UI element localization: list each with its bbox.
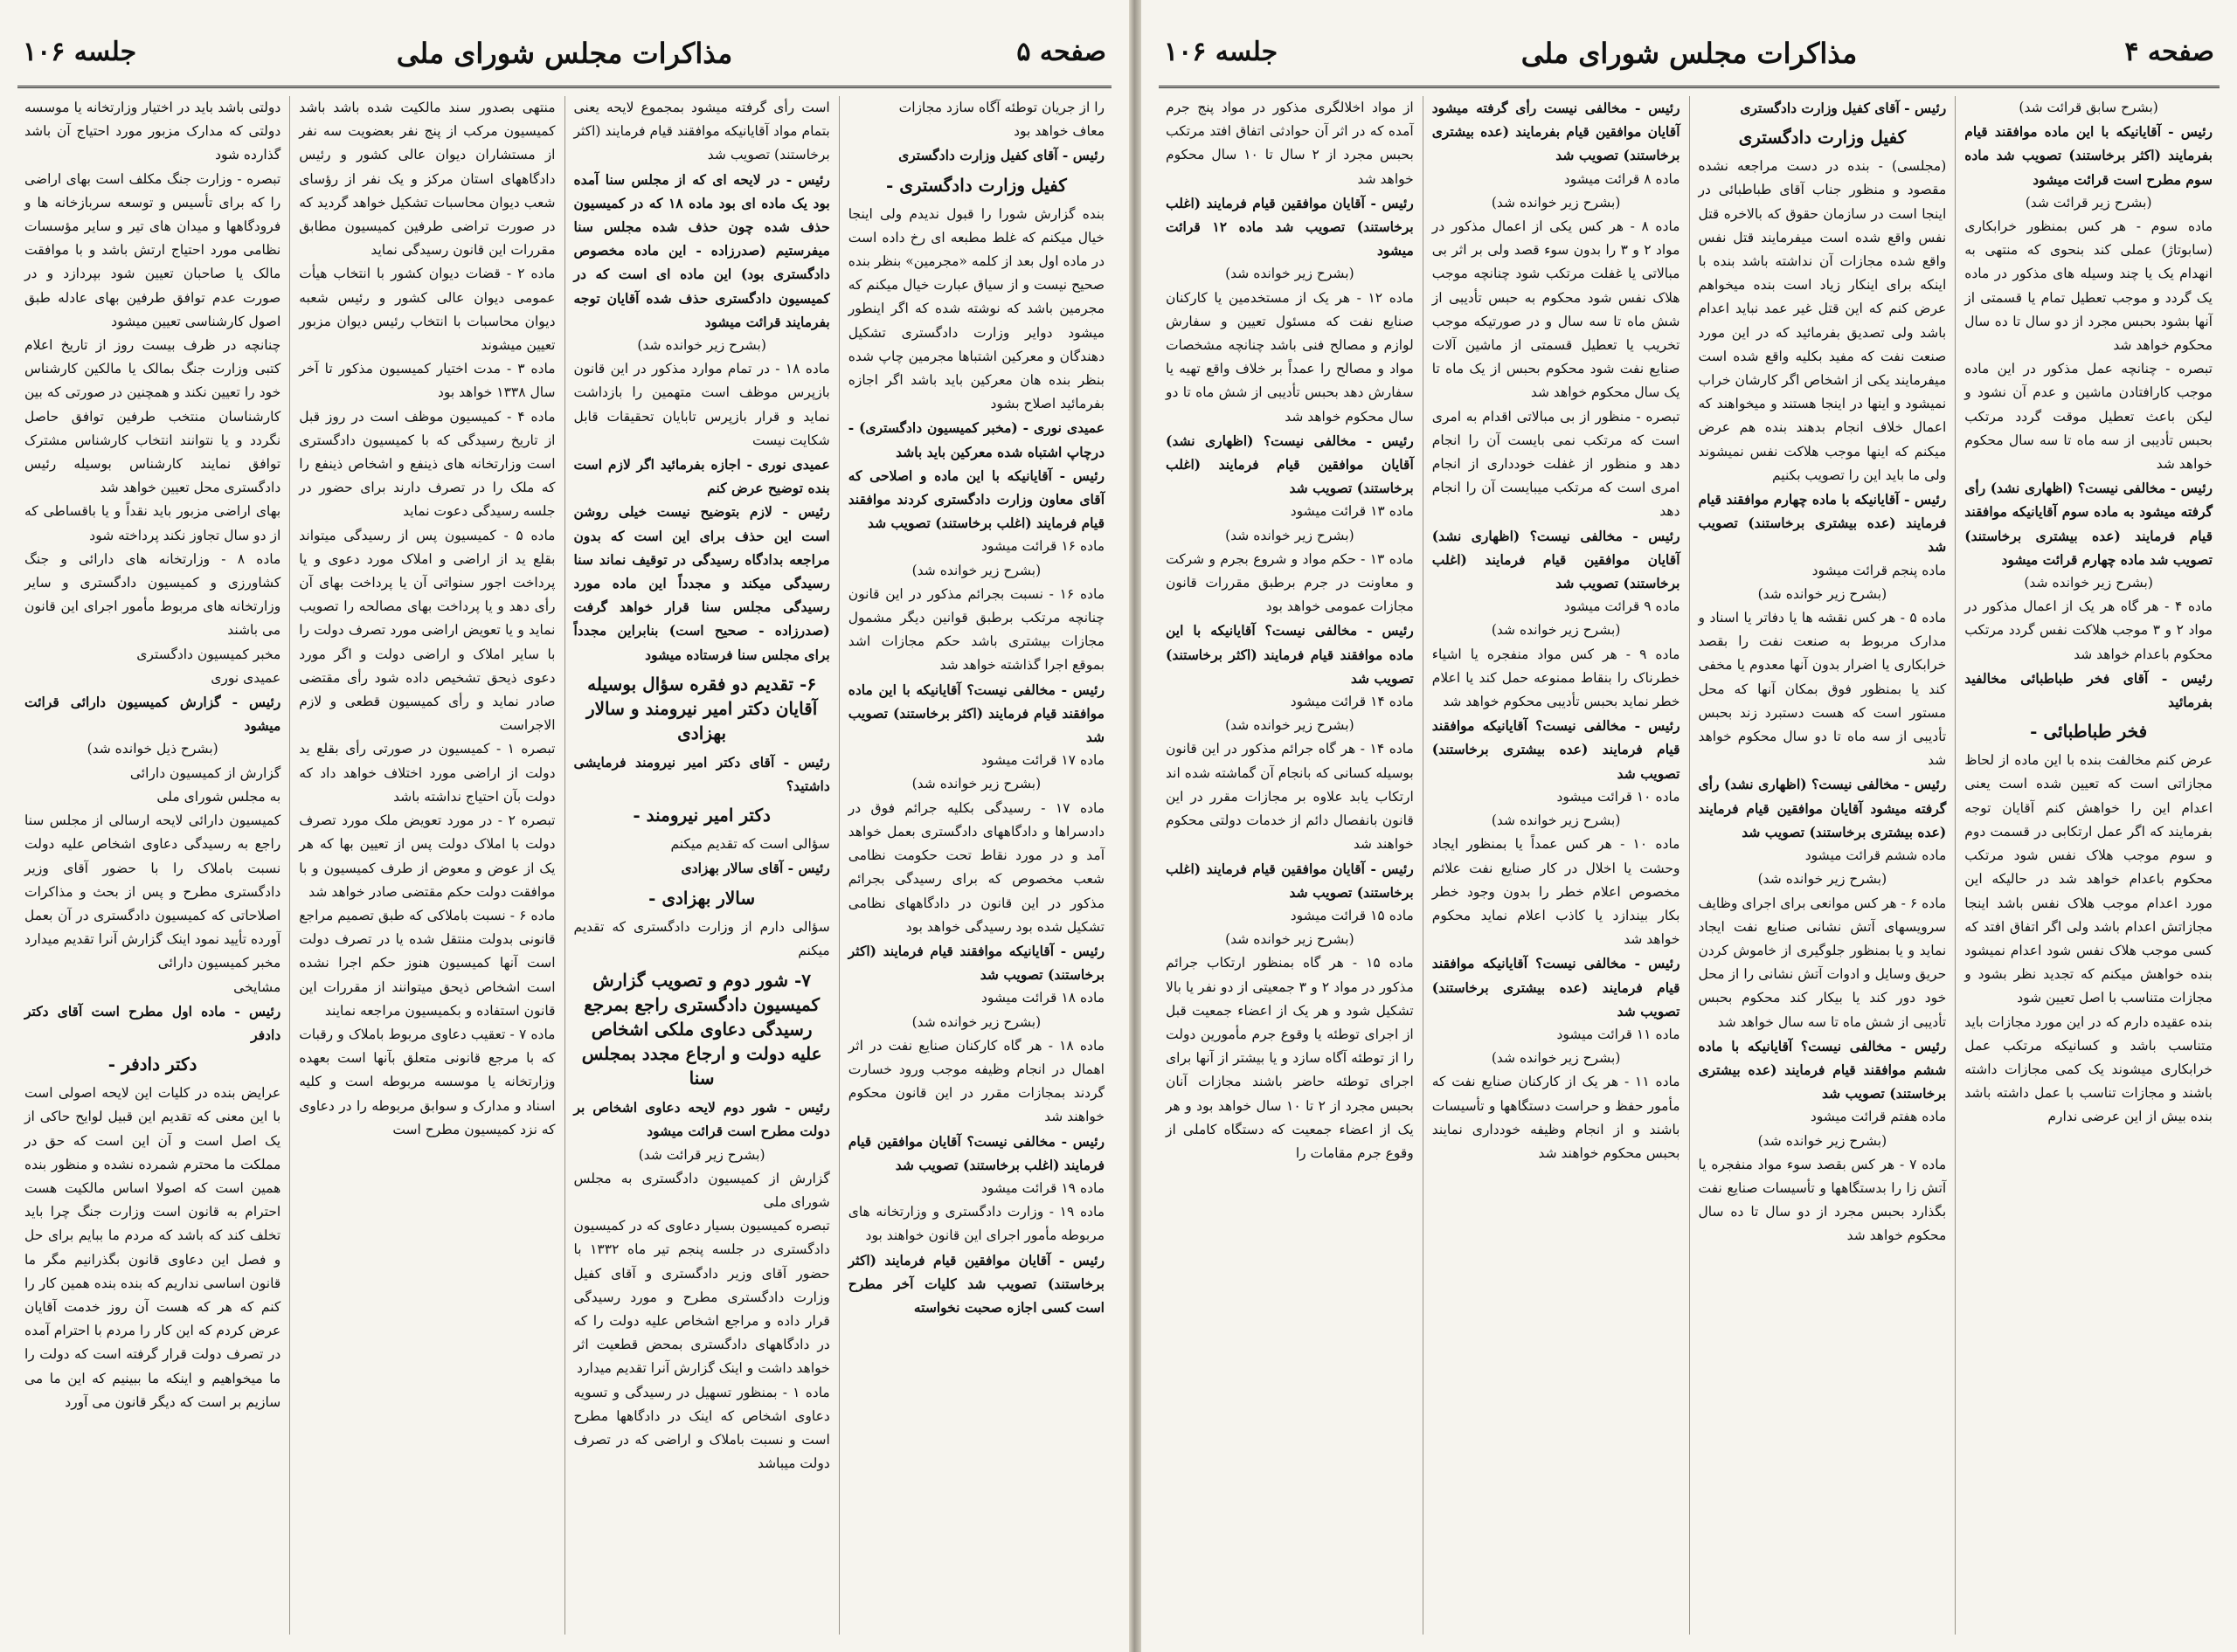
- reading-note: (بشرح سابق قرائت شد): [2019, 100, 2158, 115]
- reading-note: (بشرح زیر خوانده شد): [1491, 194, 1621, 211]
- reading-note: (بشرح زیر خوانده شد): [1491, 622, 1621, 639]
- paragraph: بنده گزارش شورا را قبول ندیدم ولی اینجا خیال میکنم که غلط مطبعه ای رخ داده است در ماده اول بعد از کلمه «مجرمین» بنظر بنده صحیح نیست و از سیاق عبارت خیال میکنم که مجرمین باشد که نوشته شده که اگر اینطور میشود دوایر وزارت دادگستری تشکیل دهندگان و معرکین اشتباها مجرمین چاپ شده بنظر بنده هان معرکین باید باشد اگر اجازه بفرمائید اصلاح بشود: [848, 205, 1105, 412]
- paragraph: عرض کنم مخالفت بنده با این ماده از لحاظ مجازاتی است که تعیین شده است یعنی اعدام این را خواهش کنم آقایان توجه بفرمایند که اگر عمل ارتکابی در قسمت دوم و سوم موجب هلاک نفس شود مرتکب محکوم باعدام خواهد شد در حالیکه این مورد اعدام موجب هلاک نفس باشد اینجا مجازاتش اعدام باشد ولی اگر اتفاق افتد که کسی موجب هلاک نفس شود اعدام نمیشود بنده خواهش میکنم که تجدید نظر بشود و مجازات متناسب با اصل تعیین شود: [1964, 752, 2213, 1006]
- section-heading: دکتر امیر نیرومند -: [633, 805, 771, 826]
- reading-note: (بشرح زیر خوانده شد): [1757, 585, 1887, 602]
- paragraph: ماده ۹ - هر کس مواد منفجره یا اشیاء خطرناک را بنقاط ممنوعه حمل کند یا اعلام خطر نماید بحبس تأدیبی محکوم خواهد شد: [1431, 646, 1680, 710]
- text-column: [289, 96, 564, 1635]
- paragraph: بهای اراضی مزبور باید نقداً و یا باقساطی که از دو سال تجاوز نکند پرداخته شود: [24, 503, 281, 543]
- paragraph: تبصره ۲ - در مورد تعویض ملک مورد تصرف دولت با املاک دولت پس از تعیین بها که هر یک از عوض و معوض از طرف کمیسیون و با موافقت دولت حکم مقتضی صادر خواهد شد: [299, 812, 556, 900]
- paragraph: ماده ۵ - هر کس نقشه ها یا دفاتر یا اسناد و مدارک مربوط به صنعت نفت را بقصد خرابکاری یا اضرار بدون آنها معدوم یا مخفی کند یا بمنظور فوق بمکان آنها که محل مستور است که هست دستبرد زند بحبس تأدیبی از سه ماه تا دو سال محکوم خواهد شد: [1698, 610, 1947, 769]
- speaker-paragraph: رئیس - در لایحه ای که از مجلس سنا آمده بود یک ماده ای بود ماده ۱۸ که در کمیسیون حذف شده چون حذف شده مجلس سنا میفرستیم (صدرزاده - این ماده مخصوص دادگستری بود) این ماده ای است که در کمیسیون دادگستری حذف شده آقایان توجه بفرمایند قرائت میشود: [573, 170, 830, 330]
- paragraph: ماده ۶ - نسبت باملاکی که طبق تصمیم مراجع قانونی بدولت منتقل شده یا در تصرف دولت است آنها کمیسیون هنوز حکم اجرا نشده است اشخاص ذیحق میتوانند از مقررات این قانون استفاده و بکمیسیون مراجعه نمایند: [299, 907, 556, 1019]
- paragraph: ماده ششم قرائت میشود: [1804, 847, 1947, 864]
- paragraph: ماده ۵ - کمیسیون پس از رسیدگی میتواند بقلع ید از اراضی و املاک مورد دعوی و یا پرداخت اجور سنواتی آن یا پرداخت بهای آن رأی دهد و یا پرداخت بهای مصالحه را تصویب نماید و یا تعویض اراضی مورد تصرف دولت را با سایر املاک و اراضی دولت و اگر مورد دعوی ذیحق تشخیص داده شود رأی مقتضی صادر نماید و رأی کمیسیون قطعی و لازم الاجراست: [299, 527, 556, 734]
- paragraph: ماده ۱۸ - در تمام موارد مذکور در این قانون بازپرس موظف است متهمین را بازداشت نماید و قرار بازپرس تابایان تحقیقات قابل شکایت نیست: [573, 361, 830, 448]
- paragraph: ماده ۱۵ - هر گاه بمنظور ارتکاب جرائم مذکور در مواد ۲ و ۳ جمعیتی از دو نفر یا بالا تشکیل شود و هر یک از اعضاء جمعیت قبل از اجرای توطئه یا وقوع جرم مأمورین دولت را از توطئه آگاه سازد و یا بیشتر از آنها برای اجرای توطئه حاضر باشند مجازات آنان بحبس مجرد از ۲ تا ۱۰ سال خواهد بود و هر یک از اعضاء جمعیت که دستگاه کاملی از وقوع جرم مقامات را: [1166, 955, 1414, 1161]
- paragraph: ماده ۱۶ - نسبت بجرائم مذکور در این قانون چنانچه مرتکب برطبق قوانین دیگر مشمول مجازات بیشتری باشد حکم مجازات اشد بموقع اجرا گذاشته خواهد شد: [848, 585, 1105, 674]
- paragraph: ماده ۱۰ - هر کس عمداً یا بمنظور ایجاد وحشت یا اخلال در کار صنایع نفت علائم مخصوص اعلام خطر را بدون وجود خطر بکار بیندازد یا کاذب اعلام نماید محکوم خواهد شد: [1431, 836, 1680, 948]
- section-heading: دکتر دادفر -: [107, 1054, 197, 1075]
- speaker-paragraph: رئیس - مخالفی نیست؟ آقایان موافقین قیام فرمایند (اغلب برخاستند) تصویب شد: [848, 1132, 1105, 1173]
- reading-note: (بشرح زیر خوانده شد): [637, 337, 766, 354]
- speaker-paragraph: عمیدی نوری - (مخبر کمیسیون دادگستری) - درچاپ اشتباه شده معرکین باید باشد: [848, 419, 1105, 460]
- speaker-paragraph: رئیس - مخالفی نیست؟ آقایانیکه موافقند قیام فرمایند (عده بیشتری برخاستند) تصویب شد: [1431, 717, 1680, 782]
- publication-title: مذاکرات مجلس شورای ملی: [1520, 37, 1858, 70]
- paragraph: (مجلسی) - بنده در دست مراجعه نشده مقصود و منظور جناب آقای طباطبائی در اینجا است در سازمان حقوق که بالاخره قتل نفس واقع شده است میفرمایند قتل نفس واقع شده مجازات آن نداشته باشد بنده با اینکه برای اینکار زیاد است بنده میخواهم عرض کنم که این قتل غیر عمد نباید اعدام باشد ولی تصدیق بفرمائید که در این مورد صنعت نفت که مفید بکلیه واقع شده است میفرمایند یکی از اشخاص اگر کارشان خراب نمیشود و اینها در اینجا هستند و میخواهند که اعمال خلاف انجام بدهند بنده هم عرض میکنم که اینها موجب هلاکت نفس نمیشوند ولی ما باید این را تصویب بکنیم: [1698, 158, 1947, 483]
- speaker-paragraph: رئیس - آقایان موافقین قیام فرمایند (اغلب برخاستند) تصویب شد: [1166, 860, 1414, 901]
- paragraph: مخبر کمیسیون دارائی: [157, 955, 281, 971]
- paragraph: ماده سوم - هر کس بمنظور خرابکاری (سابوتاژ) عملی کند بنحوی که منتهی به انهدام یک یا چند وسیله های مذکور در ماده یک گردد و موجب تعطیل تمام یا قسمتی از آنها بشود بحبس مجرد از دو سال تا ده سال محکوم خواهد شد: [1964, 218, 2213, 354]
- reading-note: (بشرح زیر خوانده شد): [1491, 812, 1621, 829]
- speaker-paragraph: رئیس - آقای فخر طباطبائی مخالفید بفرمائید: [1964, 669, 2213, 711]
- speaker-paragraph: رئیس - مخالفی نیست؟ (اظهاری نشد) رأی گرفته میشود آقایان موافقین قیام فرمایند (عده بیشتری برخاستند) تصویب شد: [1698, 776, 1947, 840]
- reading-note: (بشرح ذیل خوانده شد): [87, 741, 218, 757]
- speaker-paragraph: رئیس - آقایان موافقین قیام فرمایند (اغلب برخاستند) تصویب شد ماده ۱۲ قرائت میشود: [1166, 194, 1414, 259]
- reading-note: (بشرح زیر خوانده شد): [1225, 931, 1354, 948]
- paragraph: مشایخی: [233, 978, 281, 995]
- paragraph: کمیسیون دارائی لایحه ارسالی از مجلس سنا راجع به رسیدگی دعاوی اشخاص علیه دولت نسبت باملاک را با حضور آقای وزیر دادگستری مطرح و پس از بحث و مذاکرات اصلاحاتی که کمیسیون دادگستری در آن بعمل آورده تأیید نمود اینک گزارش آنرا تقدیم میدارد: [24, 812, 281, 948]
- paragraph: ماده ۸ - وزارتخانه های دارائی و جنگ کشاورزی و کمیسیون دادگستری و سایر وزارتخانه های مربوط مأمور اجرای این قانون می باشند: [24, 550, 281, 639]
- paragraph: ماده ۴ - هر گاه هر یک از اعمال مذکور در مواد ۲ و ۳ موجب هلاکت نفس گردد مرتکب محکوم باعدام خواهد شد: [1964, 598, 2213, 662]
- text-column: [1689, 96, 1956, 1635]
- page-gutter: [1129, 0, 1141, 1652]
- paragraph: ماده ۱۰ قرائت میشود: [1556, 788, 1680, 805]
- paragraph: تبصره کمیسیون بسیار دعاوی که در کمیسیون دادگستری در جلسه پنجم تیر ماه ۱۳۳۲ با حضور آقای وزیر دادگستری و آقای کفیل وزارت دادگستری مطرح و مورد رسیدگی قرار داده و مراجع اشخاص علیه دولت را که در دادگاههای دادگستری بمحض قطعیت اثر خواهد داشت و اینک گزارش آنرا تقدیم میدارد: [573, 1218, 830, 1377]
- speaker-paragraph: رئیس - ماده اول مطرح است آقای دکتر دادفر: [24, 1002, 281, 1043]
- paragraph: ماده پنجم قرائت میشود: [1811, 562, 1947, 578]
- speaker-paragraph: عمیدی نوری - اجازه بفرمائید اگر لازم است بنده توضیح عرض کنم: [573, 456, 830, 497]
- speaker-paragraph: رئیس - آقایانیکه با این ماده موافقند قیام بفرمایند (اکثر برخاستند) تصویب شد ماده سوم مطرح است قرائت میشود: [1964, 123, 2213, 188]
- right-page: [1141, 0, 2237, 1652]
- paragraph: عمیدی نوری: [211, 669, 281, 686]
- paragraph: ماده ۱۸ - هر گاه کارکنان صنایع نفت در اثر اهمال در انجام وظیفه موجب ورود خسارت گردند بمجازات مقرر در این قانون محکوم خواهند شد: [848, 1037, 1105, 1125]
- paragraph: گزارش از کمیسیون دارائی: [129, 764, 281, 781]
- speaker-paragraph: رئیس - مخالفی نیست؟ (اظهاری نشد) رأی گرفته میشود به ماده سوم آقایانیکه موافقند قیام فرمایند (عده بیشتری برخاستند) تصویب شد ماده چهارم قرائت میشود: [1964, 480, 2213, 568]
- publication-title: مذاکرات مجلس شورای ملی: [396, 37, 733, 70]
- text-column: [1157, 96, 1423, 1635]
- paragraph: منتهی بصدور سند مالکیت شده باشد باشد کمیسیون مرکب از پنج نفر بعضویت سه نفر از مستشاران دیوان عالی کشور و رئیس دادگاههای استان مرکز و یک نفر از رؤسای شعب دیوان محاسبات تشکیل خواهد گردید که در صورت تراضی طرفین کمیسیون مطابق مقررات این قانون رسیدگی نماید: [299, 100, 556, 259]
- paragraph: ماده ۲ - قضات دیوان کشور با انتخاب هیأت عمومی دیوان عالی کشور و رئیس شعبه دیوان محاسبات با انتخاب رئیس دیوان مزبور تعیین میشوند: [299, 266, 556, 354]
- speaker-paragraph: رئیس - مخالفی نیست؟ آقایانیکه با این ماده موافقند قیام فرمایند (اکثر برخاستند) تصویب شد: [848, 681, 1105, 746]
- text-column: [1423, 96, 1689, 1635]
- speaker-paragraph: رئیس - آقایانیکه با ماده چهارم موافقند قیام فرمایند (عده بیشتری برخاستند) تصویب شد: [1698, 491, 1947, 556]
- paragraph: ماده ۸ - هر کس یکی از اعمال مذکور در مواد ۲ و ۳ را بدون سوء قصد ولی بر اثر بی مبالاتی یا غفلت مرتکب شود چنانچه موجب هلاک نفس شود محکوم به حبس تأدیبی از شش ماه تا سه سال و در صورتیکه موجب تخریب یا تعطیل قسمتی از ماشین آلات صنایع نفت شود محکوم بحبس از یک ماه تا یک سال محکوم خواهد شد: [1431, 218, 1680, 401]
- text-column: [16, 96, 289, 1635]
- paragraph: به مجلس شورای ملی: [156, 788, 281, 805]
- speaker-paragraph: رئیس - آقایان موافقین قیام فرمایند (اکثر برخاستند) تصویب شد کلیات آخر مطرح است کسی اجازه صحبت نخواسته: [848, 1251, 1105, 1316]
- paragraph: ماده ۱۳ قرائت میشود: [1290, 503, 1414, 520]
- paragraph: ماده ۱۷ قرائت میشود: [980, 752, 1105, 769]
- page-number: صفحه ۴: [2124, 37, 2214, 67]
- text-column: [1955, 96, 2221, 1635]
- reading-note: (بشرح زیر خوانده شد): [1225, 527, 1354, 543]
- speaker-paragraph: رئیس - لازم بتوضیح نیست خیلی روشن است این حذف برای این است که بدون مراجعه بدادگاه رسیدگی در توقیف نماند سنا رسیدگی میکند و مجدداً این ماده مورد رسیدگی مجلس سنا قرار خواهد گرفت (صدرزاده - صحیح است) بنابراین مجدداً برای مجلس سنا فرستاده میشود: [573, 503, 830, 663]
- speaker-paragraph: رئیس - مخالفی نیست؟ آقایانیکه با این ماده موافقند قیام فرمایند (اکثر برخاستند) تصویب شد: [1166, 622, 1414, 687]
- speaker-paragraph: رئیس - مخالفی نیست؟ آقایانیکه موافقند قیام فرمایند (عده بیشتری برخاستند) تصویب شد: [1431, 955, 1680, 1020]
- paragraph: ماده ۱۱ - هر یک از کارکنان صنایع نفت که مأمور حفظ و حراست دستگاهها و تأسیسات باشند و از انجام وظیفه خودداری نمایند بحبس محکوم خواهند شد: [1431, 1074, 1680, 1161]
- reading-note: (بشرح زیر خوانده شد): [911, 776, 1042, 792]
- paragraph: ماده ۱۴ قرائت میشود: [1290, 694, 1414, 710]
- paragraph: ماده ۱۷ - رسیدگی بکلیه جرائم فوق در دادسراها و دادگاههای دادگستری بعمل خواهد آمد و در مورد نقاط تحت حکومت نظامی شعب مخصوص که برای رسیدگی بجرائم مذکور در این قانون در دادگاههای نظامی تشکیل شده بود رسیدگی خواهد بود: [848, 799, 1105, 935]
- text-column: [564, 96, 839, 1635]
- reading-note: (بشرح زیر خوانده شد): [1225, 717, 1354, 734]
- reading-note: (بشرح زیر خوانده شد): [1225, 266, 1354, 282]
- section-heading: سالار بهزادی -: [648, 887, 756, 909]
- paragraph: ماده ۱۴ - هر گاه جرائم مذکور در این قانون بوسیله کسانی که بانجام آن گماشته شده اند ارتکاب یابد علاوه بر مجازات مقرر در این قانون بانفصال دائم از خدمات دولتی محکوم خواهند شد: [1166, 741, 1414, 853]
- paragraph: معاف خواهد بود: [1014, 123, 1105, 140]
- left-page-header: [17, 37, 1112, 89]
- speaker-paragraph: رئیس - شور دوم لایحه دعاوی اشخاص بر دولت مطرح است قرائت میشود: [573, 1099, 830, 1140]
- paragraph: ماده ۱۱ قرائت میشود: [1556, 1026, 1680, 1042]
- paragraph: را از جریان توطئه آگاه سازد مجازات: [898, 100, 1105, 115]
- reading-note: (بشرح زیر خوانده شد): [2024, 575, 2153, 591]
- speaker-paragraph: رئیس - آقایانیکه موافقند قیام فرمایند (اکثر برخاستند) تصویب شد: [848, 942, 1105, 984]
- page-number: صفحه ۵: [1016, 37, 1106, 67]
- paragraph: ماده هفتم قرائت میشود: [1810, 1109, 1947, 1125]
- paragraph: گزارش از کمیسیون دادگستری به مجلس شورای ملی: [573, 1170, 830, 1210]
- paragraph: تبصره - منظور از بی مبالاتی اقدام به امری است که مرتکب نمی بایست آن را انجام دهد و منظور از غفلت خودداری از انجام امری است که مرتکب میبایست آن را انجام دهد: [1431, 408, 1680, 520]
- speaker-paragraph: رئیس - مخالفی نیست؟ آقایانیکه با ماده ششم موافقند قیام فرمایند (عده بیشتری برخاستند) تصویب شد: [1698, 1037, 1947, 1102]
- paragraph: ماده ۴ - کمیسیون موظف است در روز قبل از تاریخ رسیدگی که با کمیسیون دادگستری است وزارتخانه های ذینفع و اشخاص ذینفع را که ملک را در تصرف دارند برای حضور در جلسه رسیدگی دعوت نماید: [299, 408, 556, 520]
- right-page-columns: [1157, 96, 2221, 1635]
- paragraph: چنانچه در ظرف بیست روز از تاریخ اعلام کتبی وزارت جنگ بمالک یا مالکین کارشناس خود را تعیین نکند و همچنین در صورتی که بین کارشناسان منتخب طرفین توافق حاصل نگردد و یا نتوانند انتخاب کارشناس مشترک توافق نمایند کارشناس بوسیله رئیس دادگستری محل تعیین خواهد شد: [24, 337, 281, 496]
- section-heading: ۶- تقدیم دو فقره سؤال بوسیله آقایان دکتر امیر نیرومند و سالار بهزادی: [585, 673, 818, 743]
- paragraph: سؤالی است که تقدیم میکنم: [670, 836, 830, 853]
- reading-note: (بشرح زیر قرائت شد): [638, 1146, 765, 1163]
- paragraph: از مواد اخلالگری مذکور در مواد پنج جرم آمده که در اثر آن حوادثی اتفاق افتد مرتکب بحبس مجرد از ۲ سال تا ۱۰ سال محکوم خواهد شد: [1166, 100, 1414, 187]
- paragraph: ماده ۶ - هر کس موانعی برای اجرای وظایف سرویسهای آتش نشانی صنایع نفت ایجاد نماید و یا بمنظور جلوگیری از خاموش کردن حریق وسایل و ادوات آتش نشانی را از محل خود دور کند یا بیکار کند محکوم بحبس تأدیبی از شش ماه تا سه سال خواهد شد: [1698, 895, 1947, 1030]
- text-column: [839, 96, 1113, 1635]
- paragraph: ماده ۱۸ قرائت میشود: [980, 990, 1105, 1006]
- section-heading: ۷- شور دوم و تصویب گزارش کمیسیون دادگستری راجع بمرجع رسیدگی دعاوی ملکی اشخاص علیه دولت و ارجاع مجدد بمجلس سنا: [581, 970, 822, 1089]
- left-page-columns: [16, 96, 1113, 1635]
- section-heading: کفیل وزارت دادگستری -: [885, 174, 1067, 196]
- reading-note: (بشرح زیر خوانده شد): [1757, 871, 1887, 888]
- paragraph: ماده ۷ - هر کس بقصد سوء مواد منفجره یا آتش زا را بدستگاهها و تأسیسات صنایع نفت بگذارد بحبس مجرد از دو سال تا ده سال محکوم خواهد شد: [1698, 1156, 1947, 1244]
- section-heading: فخر طباطبائی -: [2030, 721, 2148, 743]
- paragraph: ماده ۸ قرائت میشود: [1563, 170, 1680, 187]
- paragraph: مخبر کمیسیون دادگستری: [136, 646, 281, 662]
- paragraph: ماده ۱۵ قرائت میشود: [1290, 907, 1414, 923]
- right-page-header: [1159, 37, 2220, 89]
- session-number: جلسه ۱۰۶: [23, 37, 137, 67]
- paragraph: سؤالی دارم از وزارت دادگستری که تقدیم میکنم: [573, 918, 830, 958]
- paragraph: تبصره - چنانچه عمل مذکور در این ماده موجب کارافتادن ماشین و عدم آن نشود و لیکن باعث تعطیل موقت گردد مرتکب بحبس تأدیبی از سه ماه تا سه سال محکوم خواهد شد: [1964, 361, 2213, 473]
- reading-note: (بشرح زیر خوانده شد): [1491, 1050, 1621, 1067]
- speaker-paragraph: رئیس - آقای سالار بهزادی: [681, 860, 830, 877]
- speaker-paragraph: رئیس - مخالفی نیست؟ (اظهاری نشد) آقایان موافقین قیام فرمایند (اغلب برخاستند) تصویب شد: [1431, 527, 1680, 592]
- header-rule: [17, 86, 1112, 88]
- paragraph: ماده ۹ قرائت میشود: [1563, 598, 1680, 615]
- speaker-paragraph: رئیس - مخالفی نیست رأی گرفته میشود آقایان موافقین قیام بفرمایند (عده بیشتری برخاستند) تصویب شد: [1431, 100, 1680, 164]
- paragraph: ماده ۱۹ قرائت میشود: [980, 1179, 1105, 1196]
- speaker-paragraph: رئیس - آقای کفیل وزارت دادگستری: [1740, 100, 1947, 116]
- speaker-paragraph: رئیس - آقای دکتر امیر نیرومند فرمایشی داشتید؟: [573, 753, 830, 795]
- paragraph: بنده عقیده دارم که در این مورد مجازات باید متناسب باشد و کسانیکه مرتکب عمل خرابکاری میشوند یک کمی مجازات داشته باشند و مجازات تناسب با عمل داشته باشد بنده بیش از این عرضی ندارم: [1964, 1013, 2213, 1125]
- session-number: جلسه ۱۰۶: [1164, 37, 1278, 67]
- paragraph: ماده ۱ - بمنظور تسهیل در رسیدگی و تسویه دعاوی اشخاص که اینک در دادگاهها مطرح است و نسبت باملاک و اراضی که در تصرف دولت میباشد: [573, 1384, 830, 1472]
- reading-note: (بشرح زیر خوانده شد): [1757, 1132, 1887, 1149]
- paragraph: تبصره - وزارت جنگ مکلف است بهای اراضی را که برای تأسیس و توسعه سربازخانه ها و فرودگاهها و میدان های تیر و سایر مؤسسات نظامی مورد احتیاج ارتش باشد و با موافقت مالک یا صاحبان تعیین شود بپردازد و در صورت عدم توافق طرفین بهای عادله طبق اصول کارشناسی تعیین میشود: [24, 170, 281, 329]
- reading-note: (بشرح زیر قرائت شد): [2025, 194, 2152, 211]
- speaker-paragraph: رئیس - آقای کفیل وزارت دادگستری: [898, 147, 1105, 164]
- reading-note: (بشرح زیر خوانده شد): [911, 1013, 1042, 1030]
- section-heading: کفیل وزارت دادگستری: [1738, 127, 1907, 149]
- paragraph: ماده ۱۲ - هر یک از مستخدمین یا کارکنان صنایع نفت که مسئول تعیین و سفارش لوازم و مصالح فنی باشد چنانچه مشخصات مواد و مصالح را عمداً بر خلاف واقع تهیه یا سفارش دهد بحبس تأدیبی از شش ماه تا دو سال محکوم خواهد شد: [1166, 289, 1414, 425]
- reading-note: (بشرح زیر خوانده شد): [911, 562, 1042, 578]
- speaker-paragraph: رئیس - گزارش کمیسیون دارائی قرائت میشود: [24, 694, 281, 735]
- paragraph: ماده ۱۹ - وزارت دادگستری و وزارتخانه های مربوطه مأمور اجرای این قانون خواهند بود: [848, 1204, 1105, 1244]
- speaker-paragraph: رئیس - آقایانیکه با این ماده و اصلاحی که آقای معاون وزارت دادگستری کردند موافقند قیام فرمایند (اغلب برخاستند) تصویب شد: [848, 467, 1105, 532]
- speaker-paragraph: رئیس - مخالفی نیست؟ (اظهاری نشد) آقایان موافقین قیام فرمایند (اغلب برخاستند) تصویب شد: [1166, 432, 1414, 497]
- paragraph: ماده ۳ - مدت اختیار کمیسیون مذکور تا آخر سال ۱۳۳۸ خواهد بود: [299, 361, 556, 401]
- paragraph: ماده ۱۶ قرائت میشود: [980, 538, 1105, 555]
- paragraph: تبصره ۱ - کمیسیون در صورتی رأی بقلع ید دولت از اراضی مورد اختلاف خواهد داد که دولت بآن احتیاج نداشته باشد: [299, 741, 556, 805]
- paragraph: است رأی گرفته میشود بمجموع لایحه یعنی بتمام مواد آقایانیکه موافقند قیام فرمایند (اکثر برخاستند) تصویب شد: [573, 100, 830, 163]
- header-rule: [1159, 86, 2220, 88]
- paragraph: ماده ۷ - تعقیب دعاوی مربوط باملاک و رقبات که با مرجع قانونی متعلق بآنها است بعهده وزارتخانه یا موسسه مربوطه است و کلیه اسناد و مدارک و سوابق مربوطه را در دعاوی که نزد کمیسیون مطرح است: [299, 1026, 556, 1137]
- paragraph: دولتی باشد باید در اختیار وزارتخانه یا موسسه دولتی که مدارک مزبور مورد احتیاج آن باشد گذارده شود: [24, 100, 281, 163]
- paragraph: ماده ۱۳ - حکم مواد و شروع بجرم و شرکت و معاونت در جرم برطبق مقررات قانون مجازات عمومی خواهد بود: [1166, 550, 1414, 615]
- paragraph: عرایض بنده در کلیات این لایحه اصولی است با این معنی که تقدیم این قبیل لوایح حاکی از یک اصل است و آن این است که حق در مملکت ما محترم شمرده نشده و منظور بنده همین است که اصولا اساس مالکیت هست احترام به قانون است وزارت جنگ چرا باید تخلف کند که باشد که مردم ما ببایم برای حل و فصل این دعاوی قانون بگذرانیم مگر ما قانون اساسی نداریم که بنده بنده همین کار را کنم که هر که هست آن روز خدمت آقایان عرض کردم که این کار را مردم با احترام آمده در تصرف دولت قرار گرفته است که دولت را ما میخواهیم و اینکه ما ببینیم که این ما می سازیم بر است که دیگر قانون می آورد: [24, 1085, 281, 1410]
